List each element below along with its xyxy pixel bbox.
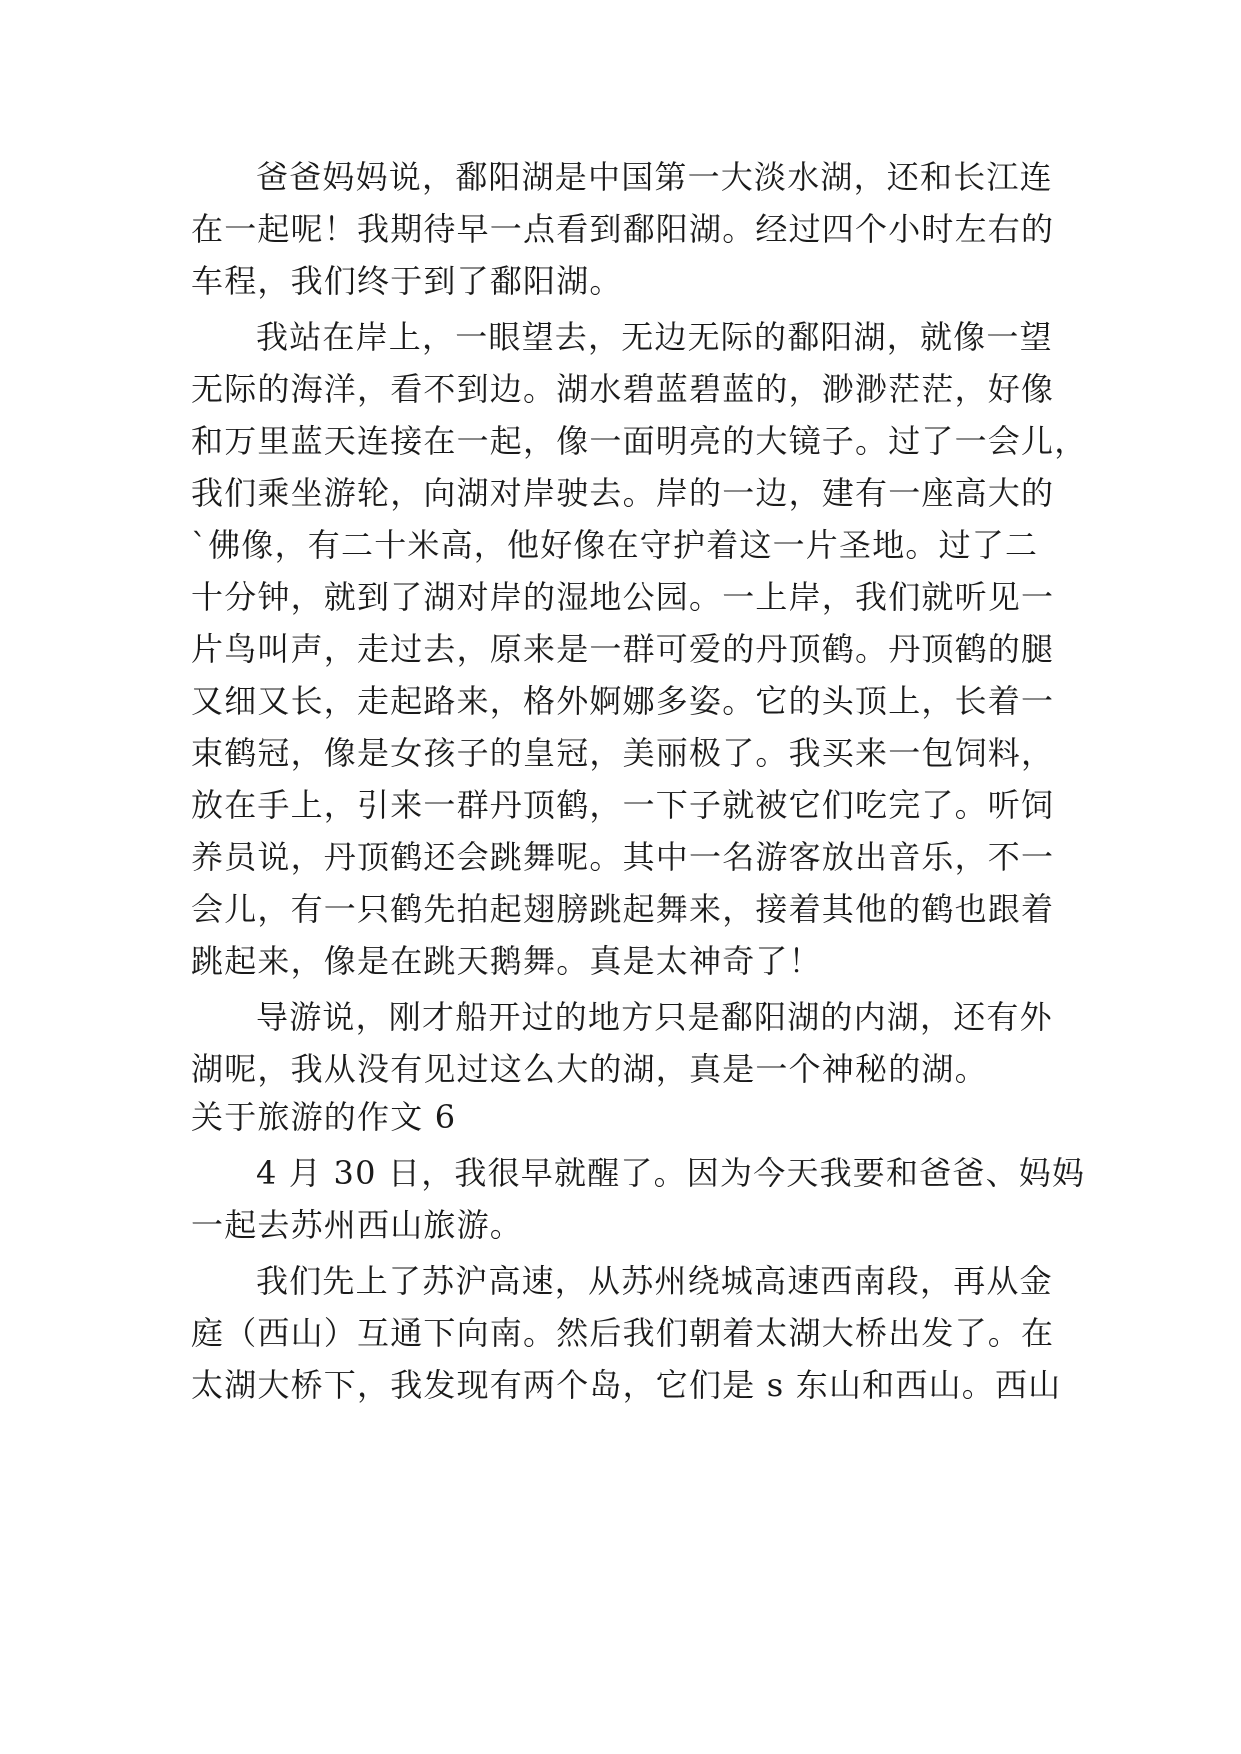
- paragraph-line: 束鹤冠，像是女孩子的皇冠，美丽极了。我买来一包饲料，: [191, 734, 1055, 772]
- paragraph-line: 片鸟叫声，走过去，原来是一群可爱的丹顶鹤。丹顶鹤的腿: [191, 630, 1055, 668]
- paragraph-line: 爸爸妈妈说，鄱阳湖是中国第一大淡水湖，还和长江连: [256, 158, 1053, 196]
- paragraph-line: 又细又长，走起路来，格外婀娜多姿。它的头顶上，长着一: [191, 682, 1055, 720]
- paragraph-line: 太湖大桥下，我发现有两个岛，它们是 s 东山和西山。西山: [191, 1366, 1062, 1404]
- paragraph-line: `佛像，有二十米高，他好像在守护着这一片圣地。过了二: [191, 526, 1039, 564]
- paragraph-line: 车程，我们终于到了鄱阳湖。: [191, 262, 623, 300]
- paragraph-line: 湖呢，我从没有见过这么大的湖，真是一个神秘的湖。: [191, 1050, 988, 1088]
- paragraph-line: 一起去苏州西山旅游。: [191, 1206, 524, 1244]
- paragraph-line: 会儿，有一只鹤先拍起翅膀跳起舞来，接着其他的鹤也跟着: [191, 890, 1055, 928]
- paragraph-line: 庭（西山）互通下向南。然后我们朝着太湖大桥出发了。在: [191, 1314, 1055, 1352]
- paragraph-line: 我站在岸上，一眼望去，无边无际的鄱阳湖，就像一望: [256, 318, 1053, 356]
- paragraph-line: 养员说，丹顶鹤还会跳舞呢。其中一名游客放出音乐，不一: [191, 838, 1055, 876]
- paragraph-line: 十分钟，就到了湖对岸的湿地公园。一上岸，我们就听见一: [191, 578, 1055, 616]
- paragraph-line: 放在手上，引来一群丹顶鹤，一下子就被它们吃完了。听饲: [191, 786, 1055, 824]
- section-heading: 关于旅游的作文 6: [191, 1098, 457, 1136]
- paragraph-line: 导游说，刚才船开过的地方只是鄱阳湖的内湖，还有外: [256, 998, 1053, 1036]
- paragraph-line: 跳起来，像是在跳天鹅舞。真是太神奇了！: [191, 942, 822, 980]
- paragraph-line: 我们先上了苏沪高速，从苏州绕城高速西南段，再从金: [256, 1262, 1053, 1300]
- paragraph-line: 4 月 30 日，我很早就醒了。因为今天我要和爸爸、妈妈: [256, 1154, 1086, 1192]
- paragraph-line: 我们乘坐游轮，向湖对岸驶去。岸的一边，建有一座高大的: [191, 474, 1055, 512]
- paragraph-line: 在一起呢！我期待早一点看到鄱阳湖。经过四个小时左右的: [191, 210, 1055, 248]
- paragraph-line: 无际的海洋，看不到边。湖水碧蓝碧蓝的，渺渺茫茫，好像: [191, 370, 1055, 408]
- paragraph-line: 和万里蓝天连接在一起，像一面明亮的大镜子。过了一会儿，: [191, 422, 1088, 460]
